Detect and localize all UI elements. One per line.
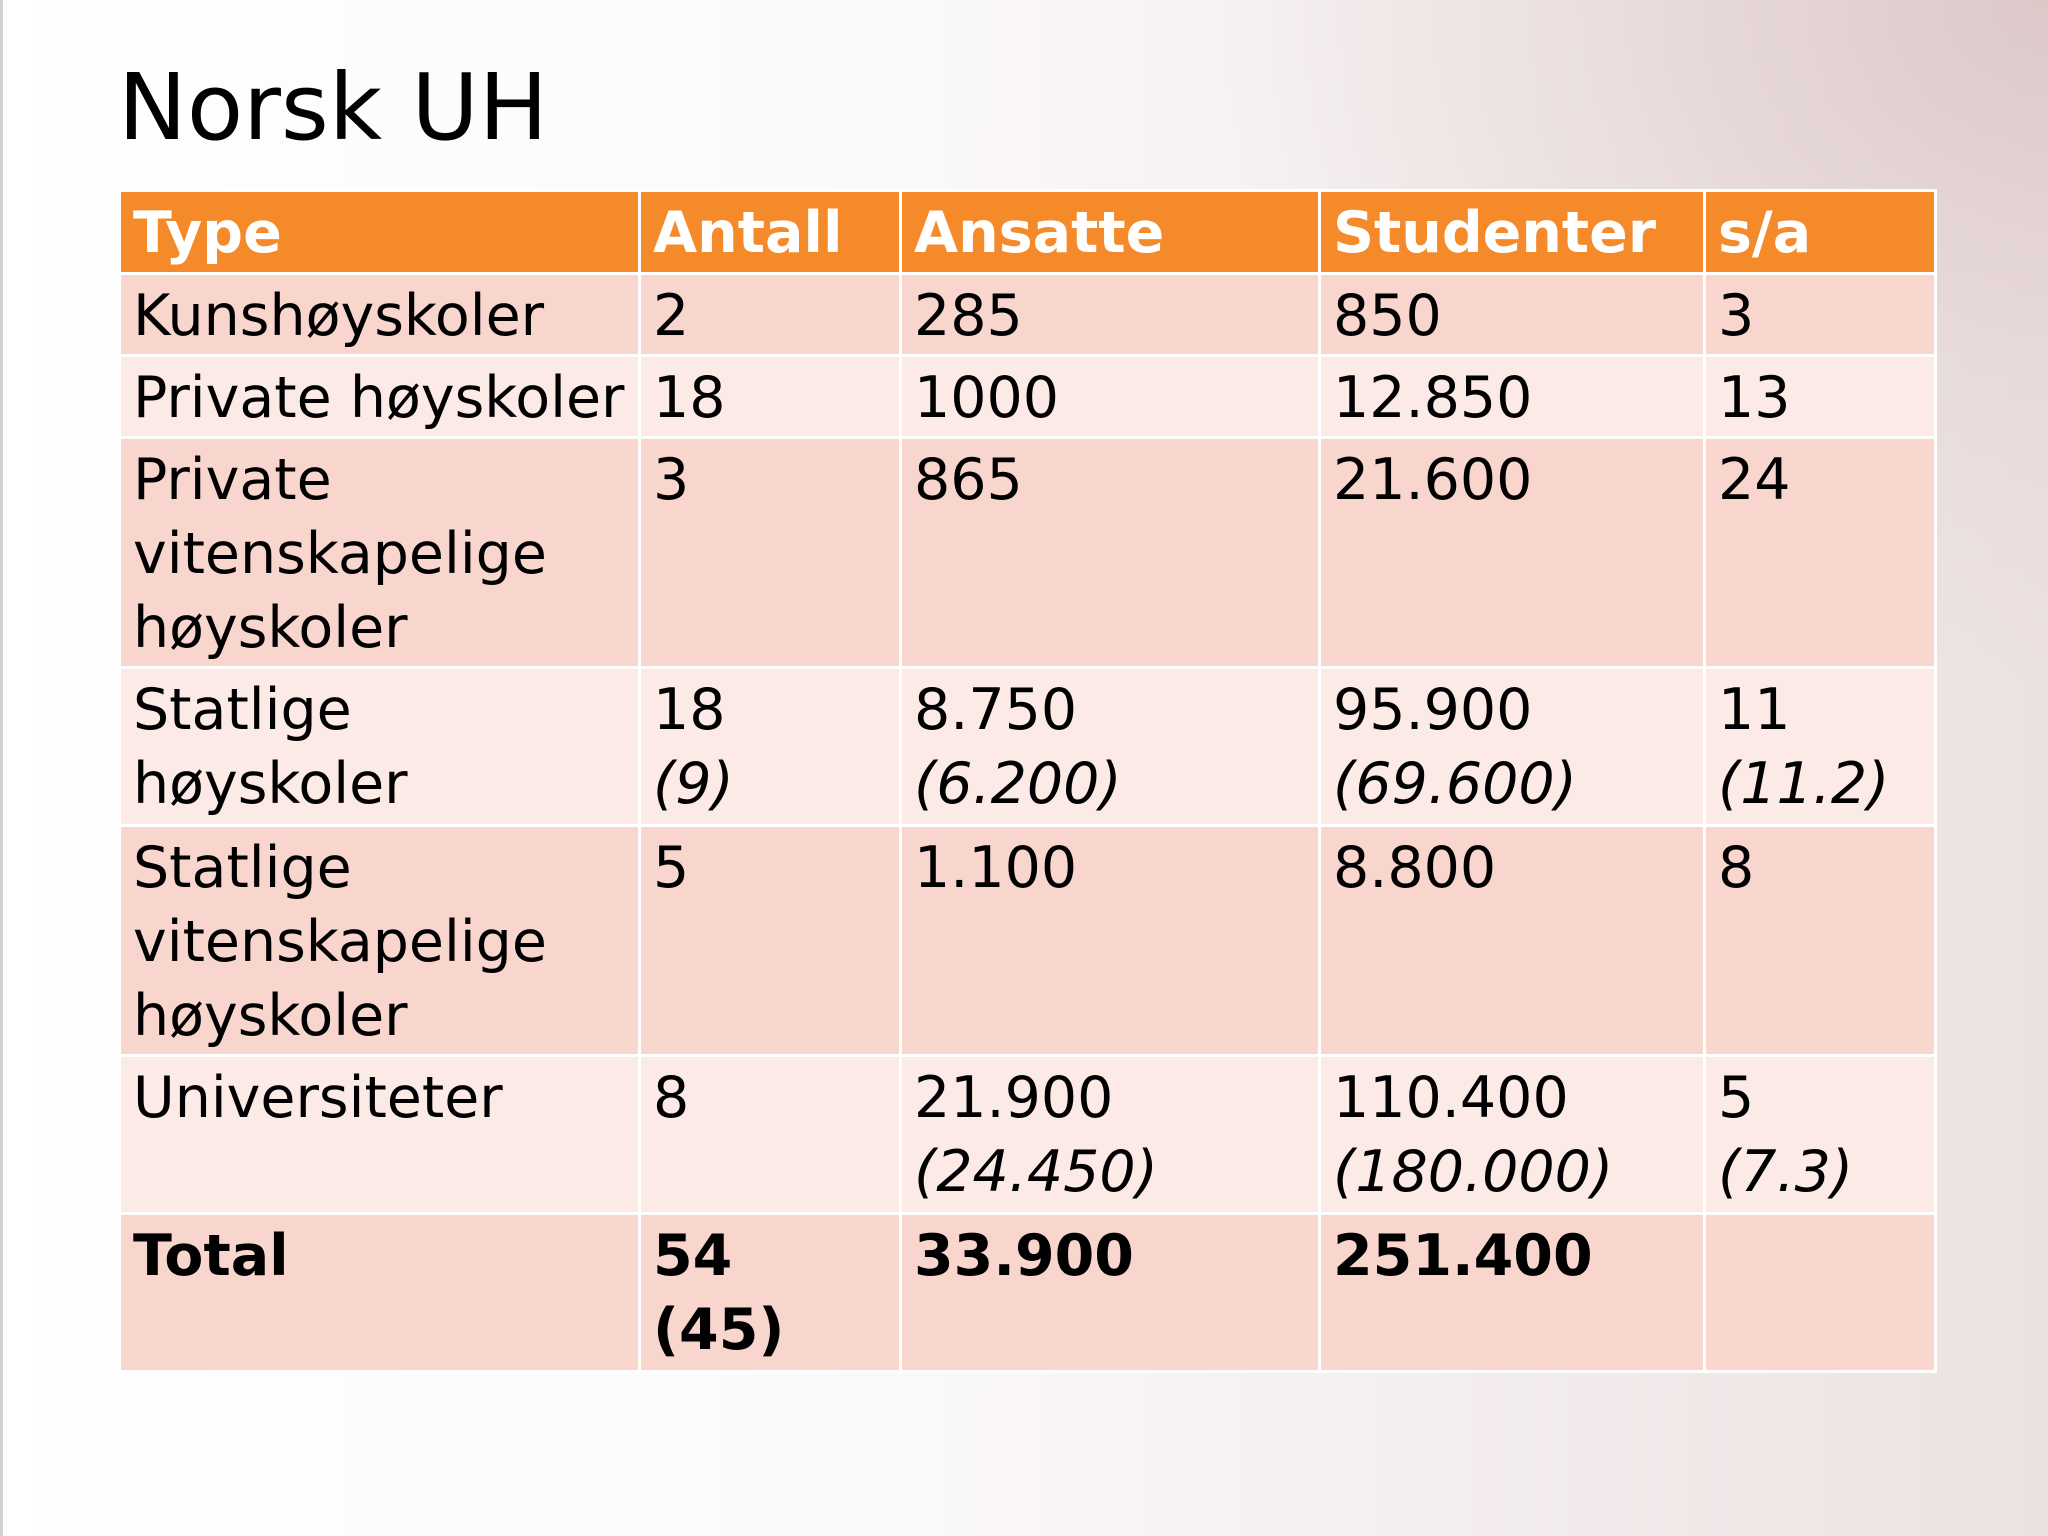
cell-type [120, 826, 640, 1056]
cell-ansatte [901, 438, 1320, 668]
data-table-container [118, 189, 1934, 1373]
cell-type [120, 438, 640, 668]
cell-sa-value: 3 [1718, 283, 1755, 349]
cell-ansatte [901, 356, 1320, 438]
cell-sa-paren-value: (11.2) [1718, 751, 1890, 817]
table-body [120, 274, 1936, 1372]
cell-antall-value: 8 [653, 1065, 690, 1131]
cell-type [120, 356, 640, 438]
cell-type [120, 1056, 640, 1214]
header-antall: Antall [640, 191, 901, 274]
table-header-row [120, 191, 1936, 274]
table-row [120, 1056, 1936, 1214]
cell-type [120, 274, 640, 356]
slide-title: Norsk UH [118, 54, 548, 161]
cell-type-line: høyskoler [133, 751, 408, 817]
cell-antall-value: 2 [653, 283, 690, 349]
cell-antall [640, 356, 901, 438]
cell-studenter-paren-value: (180.000) [1333, 1139, 1614, 1205]
cell-antall-value: 18 [653, 365, 726, 431]
cell-type-line: Statlige [133, 835, 352, 901]
cell-type [120, 668, 640, 826]
cell-studenter [1320, 274, 1705, 356]
cell-type-line: høyskoler [133, 983, 408, 1049]
cell-antall-value: 3 [653, 447, 690, 513]
cell-type-line: vitenskapelige [133, 909, 547, 975]
cell-studenter-value: 21.600 [1333, 447, 1533, 513]
cell-ansatte [901, 274, 1320, 356]
cell-type-line: Private høyskoler [133, 365, 625, 431]
cell-type-line: Private [133, 447, 332, 513]
cell-type-line: Statlige [133, 677, 352, 743]
cell-sa [1705, 356, 1936, 438]
cell-sa-value: 24 [1718, 447, 1791, 513]
cell-ansatte-value: 33.900 [914, 1223, 1134, 1289]
cell-ansatte [901, 826, 1320, 1056]
cell-antall-paren-value: (45) [653, 1297, 785, 1363]
cell-sa [1705, 826, 1936, 1056]
cell-studenter-paren-value: (69.600) [1333, 751, 1577, 817]
cell-studenter-value: 95.900 [1333, 677, 1533, 743]
cell-antall [640, 1214, 901, 1372]
uh-table [118, 189, 1937, 1373]
header-sa: s/a [1705, 191, 1936, 274]
cell-antall-value: 5 [653, 835, 690, 901]
cell-ansatte-value: 21.900 [914, 1065, 1114, 1131]
cell-sa-value: 13 [1718, 365, 1791, 431]
cell-studenter-value: 8.800 [1333, 835, 1497, 901]
cell-studenter-value: 12.850 [1333, 365, 1533, 431]
cell-sa [1705, 668, 1936, 826]
slide-left-edge [0, 0, 3, 1536]
cell-antall [640, 826, 901, 1056]
header-studenter: Studenter [1320, 191, 1705, 274]
cell-ansatte-paren-value: (6.200) [914, 751, 1122, 817]
cell-antall [640, 1056, 901, 1214]
cell-studenter-value: 251.400 [1333, 1223, 1593, 1289]
cell-ansatte-paren-value: (24.450) [914, 1139, 1158, 1205]
header-type: Type [120, 191, 640, 274]
cell-sa [1705, 1056, 1936, 1214]
cell-ansatte-value: 285 [914, 283, 1023, 349]
cell-ansatte [901, 1214, 1320, 1372]
cell-type-line: vitenskapelige [133, 521, 547, 587]
cell-ansatte-value: 1000 [914, 365, 1060, 431]
cell-sa [1705, 274, 1936, 356]
cell-studenter [1320, 356, 1705, 438]
table-total-row [120, 1214, 1936, 1372]
cell-sa-paren-value: (7.3) [1718, 1139, 1854, 1205]
table-row [120, 826, 1936, 1056]
cell-type-line: Total [133, 1223, 289, 1289]
cell-sa-value: 11 [1718, 677, 1791, 743]
table-row [120, 356, 1936, 438]
cell-ansatte [901, 1056, 1320, 1214]
cell-ansatte-value: 8.750 [914, 677, 1078, 743]
cell-antall-value: 54 [653, 1223, 733, 1289]
table-row [120, 668, 1936, 826]
cell-type-line: Universiteter [133, 1065, 503, 1131]
cell-studenter [1320, 1214, 1705, 1372]
cell-antall-value: 18 [653, 677, 726, 743]
cell-sa [1705, 438, 1936, 668]
cell-ansatte-value: 865 [914, 447, 1023, 513]
cell-studenter-value: 110.400 [1333, 1065, 1569, 1131]
cell-sa-value: 8 [1718, 835, 1755, 901]
cell-studenter [1320, 1056, 1705, 1214]
cell-type-line: Kunshøyskoler [133, 283, 545, 349]
cell-ansatte [901, 668, 1320, 826]
cell-antall [640, 438, 901, 668]
header-ansatte: Ansatte [901, 191, 1320, 274]
cell-studenter [1320, 438, 1705, 668]
cell-ansatte-value: 1.100 [914, 835, 1078, 901]
table-row [120, 438, 1936, 668]
cell-sa [1705, 1214, 1936, 1372]
cell-antall-paren-value: (9) [653, 751, 734, 817]
cell-antall [640, 274, 901, 356]
cell-sa-value: 5 [1718, 1065, 1755, 1131]
cell-antall [640, 668, 901, 826]
cell-studenter [1320, 826, 1705, 1056]
cell-type [120, 1214, 640, 1372]
cell-studenter-value: 850 [1333, 283, 1442, 349]
cell-studenter [1320, 668, 1705, 826]
table-row [120, 274, 1936, 356]
cell-type-line: høyskoler [133, 595, 408, 661]
